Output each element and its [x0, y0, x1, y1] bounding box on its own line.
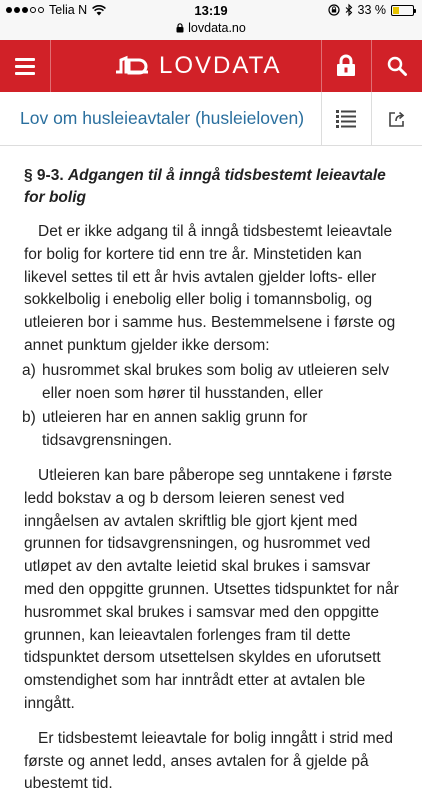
table-of-contents-icon	[336, 110, 356, 128]
lovdata-logo-mark-icon	[113, 52, 151, 80]
search-icon	[387, 56, 407, 76]
header-divider	[50, 40, 51, 92]
bluetooth-icon	[345, 4, 353, 16]
lovdata-logo[interactable]	[113, 52, 281, 80]
list-item-text: utleieren har en annen saklig grunn for tidsavgrensningen.	[42, 409, 308, 450]
paragraph-1: Det er ikke adgang til å inngå tidsbestemt leieavtale for bolig for kortere tid enn tre år. Minstetiden kan likevel settes til ett år hvis avtalen gjelder lofts- eller sokkelbolig i enebolig eller bolig i tomannsbolig, og utleieren bor i samme hus. Bestemmelsene i første og annet punktum gjelder ikke dersom:	[24, 223, 396, 354]
status-bar	[0, 0, 422, 40]
search-button[interactable]	[372, 40, 422, 92]
section-title: Adgangen til å inngå tidsbestemt leieavtale for bolig	[24, 167, 386, 206]
url-display[interactable]	[0, 21, 422, 35]
list-item	[24, 360, 400, 406]
document-title-bar	[0, 92, 422, 146]
exception-list	[24, 360, 400, 453]
list-item-label: a)	[22, 361, 36, 379]
paragraph-3: Er tidsbestemt leieavtale for bolig inngått i strid med første og annet ledd, anses avtalen for å gjelde på ubestemt tid.	[24, 729, 393, 793]
battery-percent: 33 %	[357, 3, 386, 17]
section-heading	[24, 165, 400, 209]
login-button[interactable]	[322, 40, 370, 92]
lock-icon	[336, 55, 356, 77]
paragraph-2: Utleieren kan bare påberope seg unntakene i første ledd bokstav a og b dersom leieren senest ved inngåelsen av avtalen skriftlig ble gjort kjent med grunnen for tidsavgrensningen, og husrommet ved utløpet av den avtalte leietid skal brukes i samsvar med den oppgitte grunnen. Utsettes tidspunktet for når husrommet skal brukes i samsvar med den oppgitte grunnen, kan leieavtalen forlenges fram til dette tidspunktet dersom utsettelsen skyldes en uforutsett omstendighet som har inntrådt etter at avtalen ble inngått.	[24, 466, 399, 712]
battery-icon	[391, 5, 414, 16]
status-right	[328, 3, 415, 17]
document-title[interactable]: Lov om husleieavtaler (husleieloven)	[20, 108, 305, 128]
carrier-label: Telia N	[49, 3, 88, 17]
secure-lock-icon	[176, 23, 184, 33]
logo-text: LOVDATA	[159, 52, 282, 79]
list-item-text: husrommet skal brukes som bolig av utleieren selv eller noen som hører til husstanden, eller	[42, 361, 390, 402]
clock: 13:19	[194, 3, 228, 18]
list-item	[24, 407, 400, 453]
rotation-lock-icon	[328, 4, 340, 16]
share-icon	[389, 111, 405, 127]
share-button[interactable]	[372, 92, 422, 146]
list-item-label: b)	[22, 409, 36, 427]
app-header	[0, 40, 422, 92]
table-of-contents-button[interactable]	[322, 92, 370, 146]
law-text-content[interactable]	[0, 146, 422, 793]
menu-icon[interactable]	[0, 40, 50, 92]
battery-level	[393, 7, 399, 14]
url-text: lovdata.no	[188, 21, 246, 35]
section-number: § 9-3.	[24, 167, 64, 184]
